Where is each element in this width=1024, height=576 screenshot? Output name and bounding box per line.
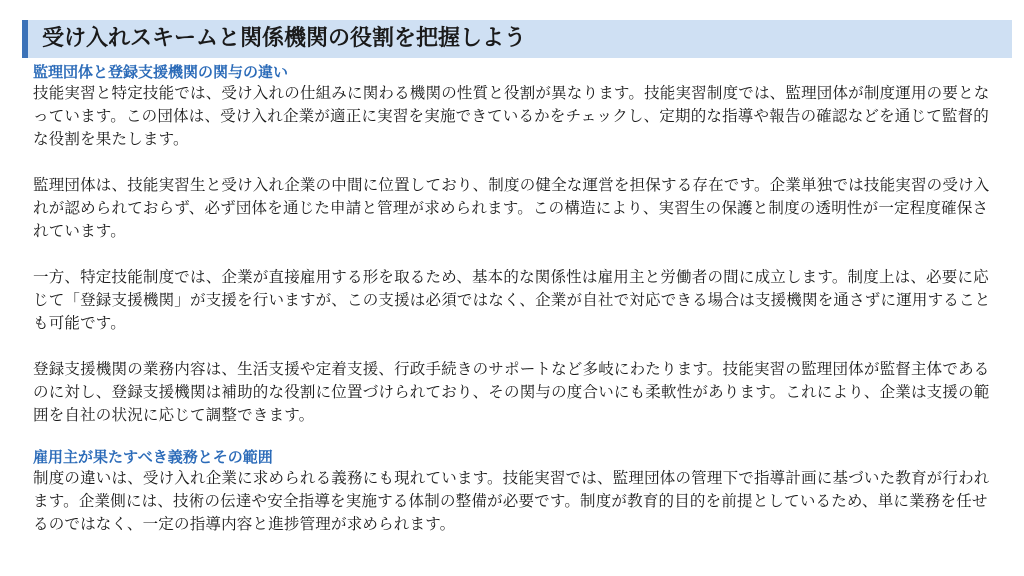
paragraph-spacer: [33, 151, 1003, 174]
paragraph-spacer: [33, 335, 1003, 358]
section-heading-employer-obligations: 雇用主が果たすべき義務とその範囲: [33, 448, 273, 466]
paragraph: 一方、特定技能制度では、企業が直接雇用する形を取るため、基本的な関係性は雇用主と労働者の間に成立します。制度上は、必要に応じて「登録支援機関」が支援を行いますが、この支援は必須ではなく、企業が自社で対応できる場合は支援機関を通さずに運用することも可能です。: [33, 268, 991, 332]
page-title: 受け入れスキームと関係機関の役割を把握しよう: [42, 26, 527, 51]
paragraph: 監理団体は、技能実習生と受け入れ企業の中間に位置しており、制度の健全な運営を担保する存在です。企業単独では技能実習の受け入れが認められておらず、必ず団体を通じた申請と管理が求められます。この構造により、実習生の保護と制度の透明性が一定程度確保されています。: [33, 176, 990, 240]
content-area: [33, 62, 1003, 536]
paragraph: 制度の違いは、受け入れ企業に求められる義務にも現れています。技能実習では、監理団体の管理下で指導計画に基づいた教育が行われます。企業側には、技術の伝達や安全指導を実施する体制の整備が必要です。制度が教育的目的を前提としているため、単に業務を任せるのではなく、一定の指導内容と進捗管理が求められます。: [33, 469, 990, 533]
paragraph: 登録支援機関の業務内容は、生活支援や定着支援、行政手続きのサポートなど多岐にわたります。技能実習の監理団体が監督主体であるのに対し、登録支援機関は補助的な役割に位置づけられており、その関与の度合いにも柔軟性があります。これにより、企業は支援の範囲を自社の状況に応じて調整できます。: [33, 360, 990, 424]
title-bar: [22, 20, 1012, 58]
section-spacer: [33, 427, 1003, 447]
paragraph-spacer: [33, 243, 1003, 266]
section-heading-supervising-vs-registered: 監理団体と登録支援機関の関与の違い: [33, 63, 289, 81]
paragraph: 技能実習と特定技能では、受け入れの仕組みに関わる機関の性質と役割が異なります。技能実習制度では、監理団体が制度運用の要となっています。この団体は、受け入れ企業が適正に実習を実施できているかをチェックし、定期的な指導や報告の確認などを通じて監督的な役割を果たします。: [33, 84, 990, 148]
